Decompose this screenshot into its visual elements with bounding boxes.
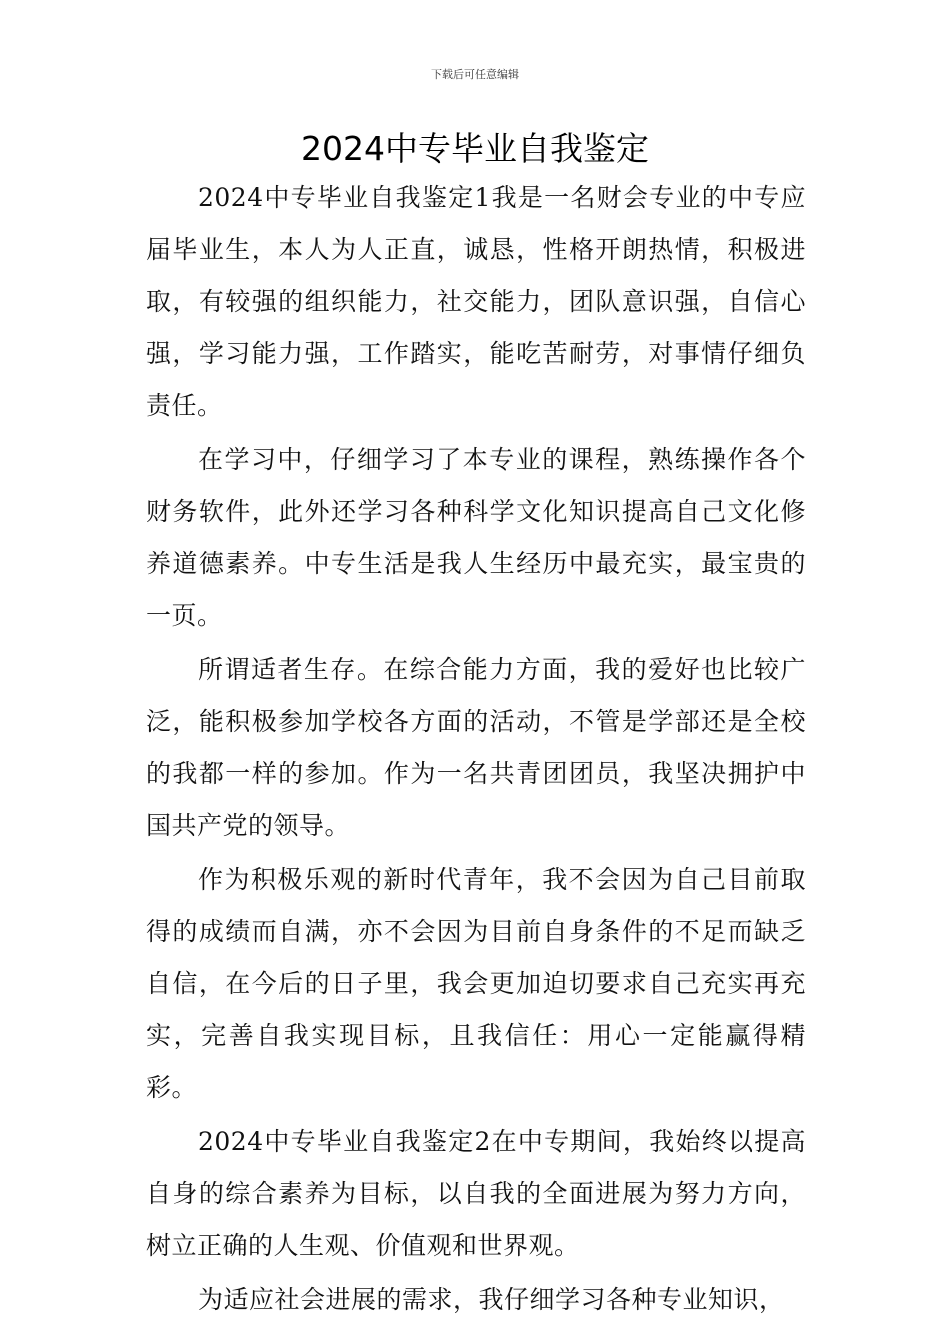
document-title: 2024中专毕业自我鉴定 bbox=[301, 129, 649, 168]
document-body bbox=[146, 172, 806, 1326]
paragraph-4: 作为积极乐观的新时代青年，我不会因为自己目前取得的成绩而自满，亦不会因为目前自身条件的不足而缺乏自信，在今后的日子里，我会更加迫切要求自己充实再充实，完善自我实现目标，且我信任：用心一定能赢得精彩。 bbox=[146, 865, 806, 1102]
paragraph-5: 2024中专毕业自我鉴定2在中专期间，我始终以提高自身的综合素养为目标，以自我的全面进展为努力方向，树立正确的人生观、价值观和世界观。 bbox=[146, 1127, 806, 1260]
paragraph-1: 2024中专毕业自我鉴定1我是一名财会专业的中专应届毕业生，本人为人正直，诚恳，性格开朗热情，积极进取，有较强的组织能力，社交能力，团队意识强，自信心强，学习能力强，工作踏实，能吃苦耐劳，对事情仔细负责任。 bbox=[146, 183, 806, 420]
paragraph-2: 在学习中，仔细学习了本专业的课程，熟练操作各个财务软件，此外还学习各种科学文化知识提高自己文化修养道德素养。中专生活是我人生经历中最充实，最宝贵的一页。 bbox=[146, 445, 806, 630]
header-note: 下载后可任意编辑 bbox=[431, 68, 519, 81]
paragraph-3: 所谓适者生存。在综合能力方面，我的爱好也比较广泛，能积极参加学校各方面的活动，不管是学部还是全校的我都一样的参加。作为一名共青团团员，我坚决拥护中国共产党的领导。 bbox=[146, 655, 806, 840]
paragraph-6: 为适应社会进展的需求，我仔细学习各种专业知识， bbox=[198, 1285, 785, 1314]
